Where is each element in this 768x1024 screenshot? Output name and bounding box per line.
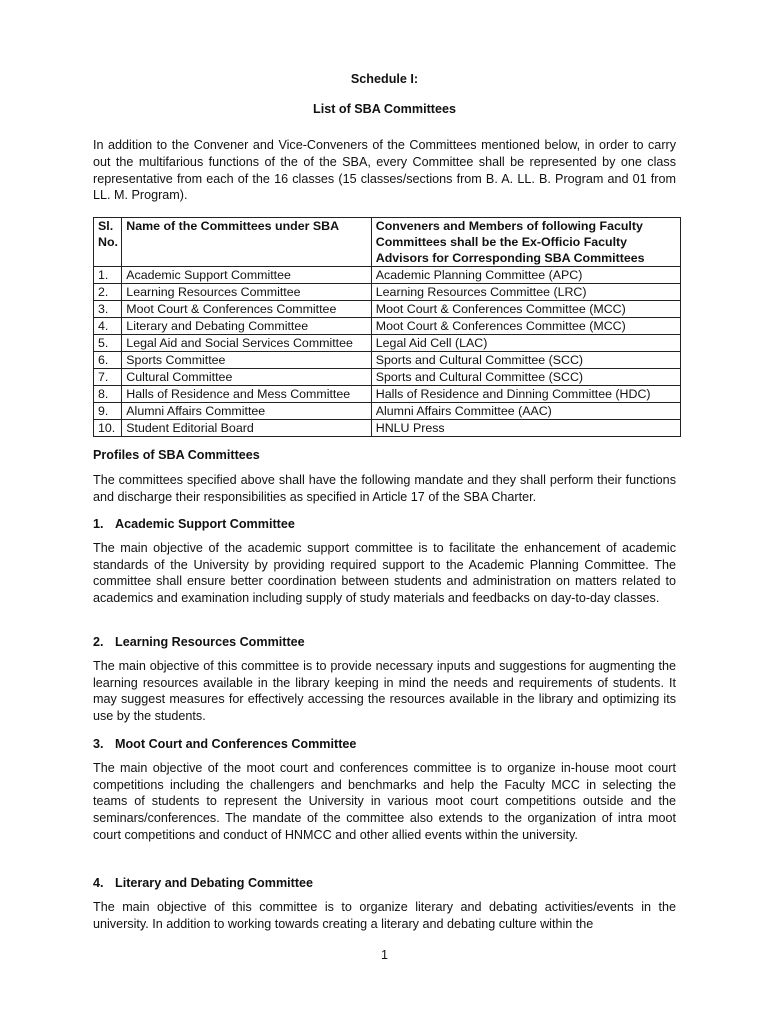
row-committee: Moot Court & Conferences Committee — [122, 301, 371, 318]
section-title: Moot Court and Conferences Committee — [115, 737, 357, 751]
row-advisor: Moot Court & Conferences Committee (MCC) — [371, 301, 680, 318]
section-literary-debating — [93, 875, 676, 932]
row-number: 6. — [94, 352, 122, 369]
row-number: 9. — [94, 403, 122, 420]
row-number: 7. — [94, 369, 122, 386]
section-title: Academic Support Committee — [115, 517, 295, 531]
page-number: 1 — [380, 948, 388, 962]
section-heading — [93, 875, 676, 892]
section-text: The main objective of the moot court and conferences committee is to organize in-house moot court competitions including the challengers and benchmarks and help the Faculty MCC in selecting the teams of students to represent the University in various moot court competitions outside and the seminars/conferences. The mandate of the committee also extends to the organization of intra moot court competitions and conduct of HNMCC and other allied events within the university. — [93, 760, 676, 842]
row-committee: Student Editorial Board — [122, 420, 371, 437]
intro-paragraph: In addition to the Convener and Vice-Conveners of the Committees mentioned below, in order to carry out the multifarious functions of the of the SBA, every Committee shall be represented by one class representative from each of the 16 classes (15 classes/sections from B. A. LL. B. Program and 01 from LL. M. Program). — [93, 138, 676, 203]
row-committee: Learning Resources Committee — [122, 284, 371, 301]
row-advisor: Halls of Residence and Dinning Committee (HDC) — [371, 386, 680, 403]
row-number: 4. — [94, 318, 122, 335]
row-advisor: Alumni Affairs Committee (AAC) — [371, 403, 680, 420]
section-text: The main objective of the academic support committee is to facilitate the enhancement of academic standards of the University by providing required support to the Academic Planning Committee. The committee shall ensure better coordination between students and administration on matters related to academics and examination including supply of study materials and feedbacks on day-to-day classes. — [93, 540, 676, 606]
row-number: 10. — [94, 420, 122, 437]
row-committee: Literary and Debating Committee — [122, 318, 371, 335]
section-heading — [93, 516, 676, 533]
row-advisor: Learning Resources Committee (LRC) — [371, 284, 680, 301]
profiles-intro: The committees specified above shall have the following mandate and they shall perform their functions and discharge their responsibilities as specified in Article 17 of the SBA Charter. — [93, 473, 676, 504]
section-title: Literary and Debating Committee — [115, 876, 314, 890]
section-title: Learning Resources Committee — [115, 635, 305, 649]
row-committee: Alumni Affairs Committee — [122, 403, 371, 420]
row-number: 5. — [94, 335, 122, 352]
schedule-title: Schedule I: — [350, 72, 419, 86]
row-advisor: Academic Planning Committee (APC) — [371, 267, 680, 284]
section-number: 3. — [93, 737, 104, 751]
section-heading — [93, 736, 676, 753]
table-header-row — [94, 218, 681, 267]
row-number: 3. — [94, 301, 122, 318]
row-advisor: Sports and Cultural Committee (SCC) — [371, 369, 680, 386]
row-committee: Academic Support Committee — [122, 267, 371, 284]
document-page — [93, 0, 676, 1024]
section-learning-resources — [93, 634, 676, 725]
table-row — [94, 267, 681, 284]
row-advisor: Sports and Cultural Committee (SCC) — [371, 352, 680, 369]
table-row — [94, 352, 681, 369]
row-advisor: Legal Aid Cell (LAC) — [371, 335, 680, 352]
table-row — [94, 420, 681, 437]
header-sl-no: Sl. No. — [94, 218, 122, 267]
row-advisor: Moot Court & Conferences Committee (MCC) — [371, 318, 680, 335]
row-committee: Cultural Committee — [122, 369, 371, 386]
table-row — [94, 386, 681, 403]
committees-table — [93, 217, 681, 437]
header-committee-name: Name of the Committees under SBA — [122, 218, 371, 267]
section-number: 2. — [93, 635, 104, 649]
row-number: 1. — [94, 267, 122, 284]
profiles-heading: Profiles of SBA Committees — [93, 448, 260, 462]
table-row — [94, 284, 681, 301]
section-number: 4. — [93, 876, 104, 890]
row-number: 2. — [94, 284, 122, 301]
section-text: The main objective of this committee is to provide necessary inputs and suggestions for augmenting the learning resources available in the library keeping in mind the needs and requirements of students. It may suggest measures for effectively accessing the resources available in the library and optimizing its use by the students. — [93, 658, 676, 724]
row-committee: Sports Committee — [122, 352, 371, 369]
section-academic-support — [93, 516, 676, 607]
header-faculty-advisors: Conveners and Members of following Faculty Committees shall be the Ex-Officio Faculty Advisors for Corresponding SBA Committees — [371, 218, 680, 267]
row-number: 8. — [94, 386, 122, 403]
table-row — [94, 403, 681, 420]
table-row — [94, 369, 681, 386]
section-text: The main objective of this committee is to organize literary and debating activities/events in the university. In addition to working towards creating a literary and debating culture within the — [93, 899, 676, 931]
table-row — [94, 318, 681, 335]
section-moot-court — [93, 736, 676, 844]
table-row — [94, 335, 681, 352]
section-number: 1. — [93, 517, 104, 531]
table-row — [94, 301, 681, 318]
section-heading — [93, 634, 676, 651]
row-committee: Halls of Residence and Mess Committee — [122, 386, 371, 403]
row-advisor: HNLU Press — [371, 420, 680, 437]
list-title: List of SBA Committees — [313, 102, 456, 116]
row-committee: Legal Aid and Social Services Committee — [122, 335, 371, 352]
